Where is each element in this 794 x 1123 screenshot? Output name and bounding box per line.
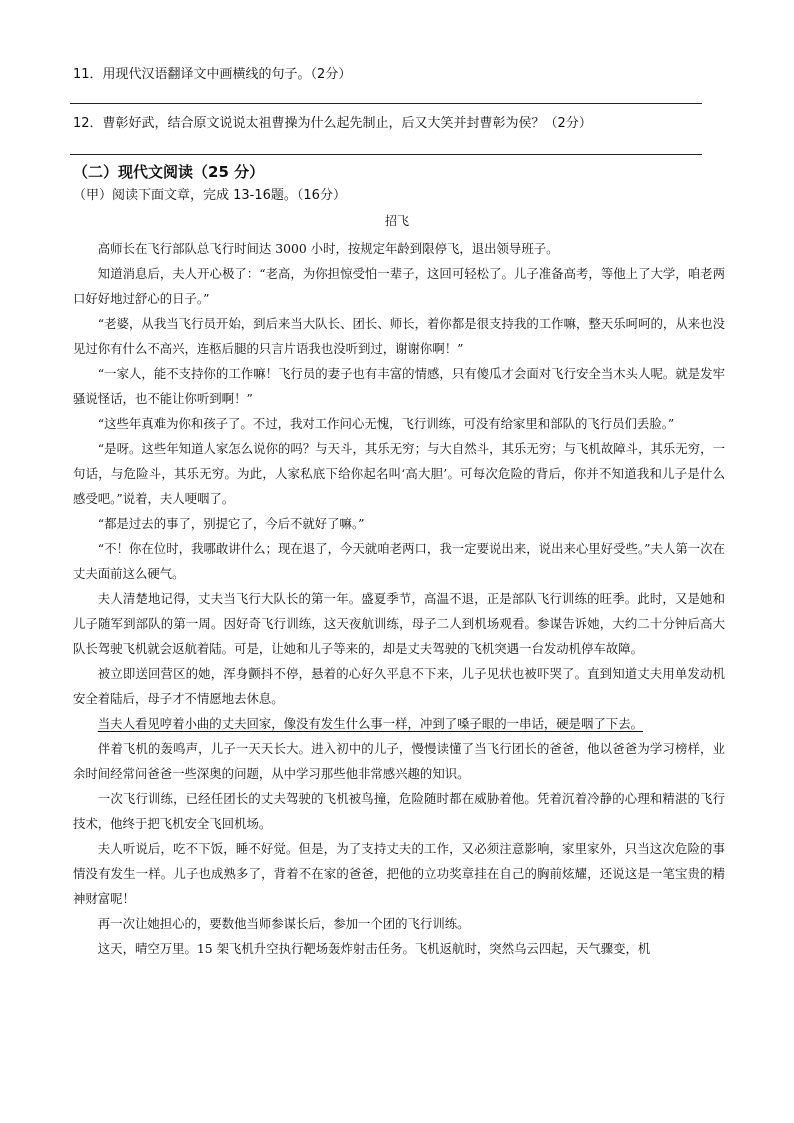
paragraph: 伴着飞机的轰鸣声，儿子一天天长大。进入初中的儿子，慢慢读懂了当飞行团长的爸爸，他以爸爸为学习榜样，业余时间经常问爸爸一些深奥的问题，从中学习那些他非常感兴趣的知识。 [73, 741, 725, 781]
paragraph: “是呀。这些年知道人家怎么说你的吗？与天斗，其乐无穷；与大自然斗，其乐无穷；与飞机故障斗，其乐无穷，一句话，与危险斗，其乐无穷。为此，人家私底下给你起名叫‘高大胆’。可每次危险的背后，你并不知道我和儿子是什么感受吧。”说着，夫人哽咽了。 [73, 441, 725, 506]
section-instruction: （甲）阅读下面文章，完成 13-16题。（16分） [73, 188, 346, 203]
answer-line-11 [70, 103, 702, 104]
paragraph: 被立即送回营区的她，浑身颤抖不停，悬着的心好久平息不下来，儿子见状也被吓哭了。直到知道丈夫用单发动机安全着陆后，母子才不情愿地去休息。 [73, 666, 725, 706]
paragraph: 一次飞行训练，已经任团长的丈夫驾驶的飞机被鸟撞，危险随时都在威胁着他。凭着沉着冷静的心理和精湛的飞行技术，他终于把飞机安全飞回机场。 [73, 791, 725, 831]
paragraph: 这天，晴空万里。15 架飞机升空执行靶场轰炸射击任务。飞机返航时，突然乌云四起，天气骤变，机 [97, 941, 651, 956]
question-12: 12．曹彰好武，结合原文说说太祖曹操为什么起先制止，后又大笑并封曹彰为侯？（2分） [73, 116, 592, 131]
paragraph: 再一次让她担心的，要数他当师参谋长后，参加一个团的飞行训练。 [97, 916, 470, 931]
paragraph: 高师长在飞行部队总飞行时间达 3000 小时，按规定年龄到限停飞，退出领导班子。 [97, 241, 559, 256]
underlined-paragraph: 当夫人看见哼着小曲的丈夫回家，像没有发生什么事一样，冲到了嗓子眼的一串话，硬是咽了下去。 [97, 716, 643, 731]
article-title: 招飞 [384, 214, 409, 228]
paragraph: 夫人清楚地记得，丈夫当飞行大队长的第一年。盛夏季节，高温不退，正是部队飞行训练的旺季。此时，又是她和儿子随军到部队的第一周。因好奇飞行训练，这天夜航训练，母子二人到机场观看。参谋告诉她，大约二十分钟后高大队长驾驶飞机就会返航着陆。可是，让她和儿子等来的，却是丈夫驾驶的飞机突遇一台发动机停车故障。 [73, 591, 725, 656]
question-11: 11．用现代汉语翻译文中画横线的句子。（2分） [73, 67, 352, 82]
paragraph: 知道消息后，夫人开心极了：“老高，为你担惊受怕一辈子，这回可轻松了。儿子准备高考，等他上了大学，咱老两口好好地过舒心的日子。” [73, 266, 725, 306]
section-heading: （二）现代文阅读（25 分） [73, 163, 265, 181]
paragraph: “一家人，能不支持你的工作嘛！飞行员的妻子也有丰富的情感，只有傻瓜才会面对飞行安全当木头人呢。就是发牢骚说怪话，也不能让你听到啊！” [73, 366, 725, 406]
paragraph: “都是过去的事了，别提它了，今后不就好了嘛。” [97, 516, 365, 531]
paragraph: “这些年真难为你和孩子了。不过，我对工作问心无愧，飞行训练，可没有给家里和部队的飞行员们丢脸。” [97, 416, 675, 431]
answer-line-12 [70, 154, 702, 155]
paragraph: 夫人听说后，吃不下饭，睡不好觉。但是，为了支持丈夫的工作，又必须注意影响，家里家外，只当这次危险的事情没有发生一样。儿子也成熟多了，背着不在家的爸爸，把他的立功奖章挂在自己的胸前炫耀，还说这是一笔宝贵的精神财富呢！ [73, 841, 725, 906]
article-body [73, 236, 725, 961]
paragraph: “不！你在位时，我哪敢讲什么；现在退了，今天就咱老两口，我一定要说出来，说出来心里好受些。”夫人第一次在丈夫面前这么硬气。 [73, 541, 725, 581]
paragraph: “老婆，从我当飞行员开始，到后来当大队长、团长、师长，着你都是很支持我的工作嘛，整天乐呵呵的，从来也没见过你有什么不高兴，连柩后腿的只言片语我也没听到过，谢谢你啊！” [73, 316, 725, 356]
